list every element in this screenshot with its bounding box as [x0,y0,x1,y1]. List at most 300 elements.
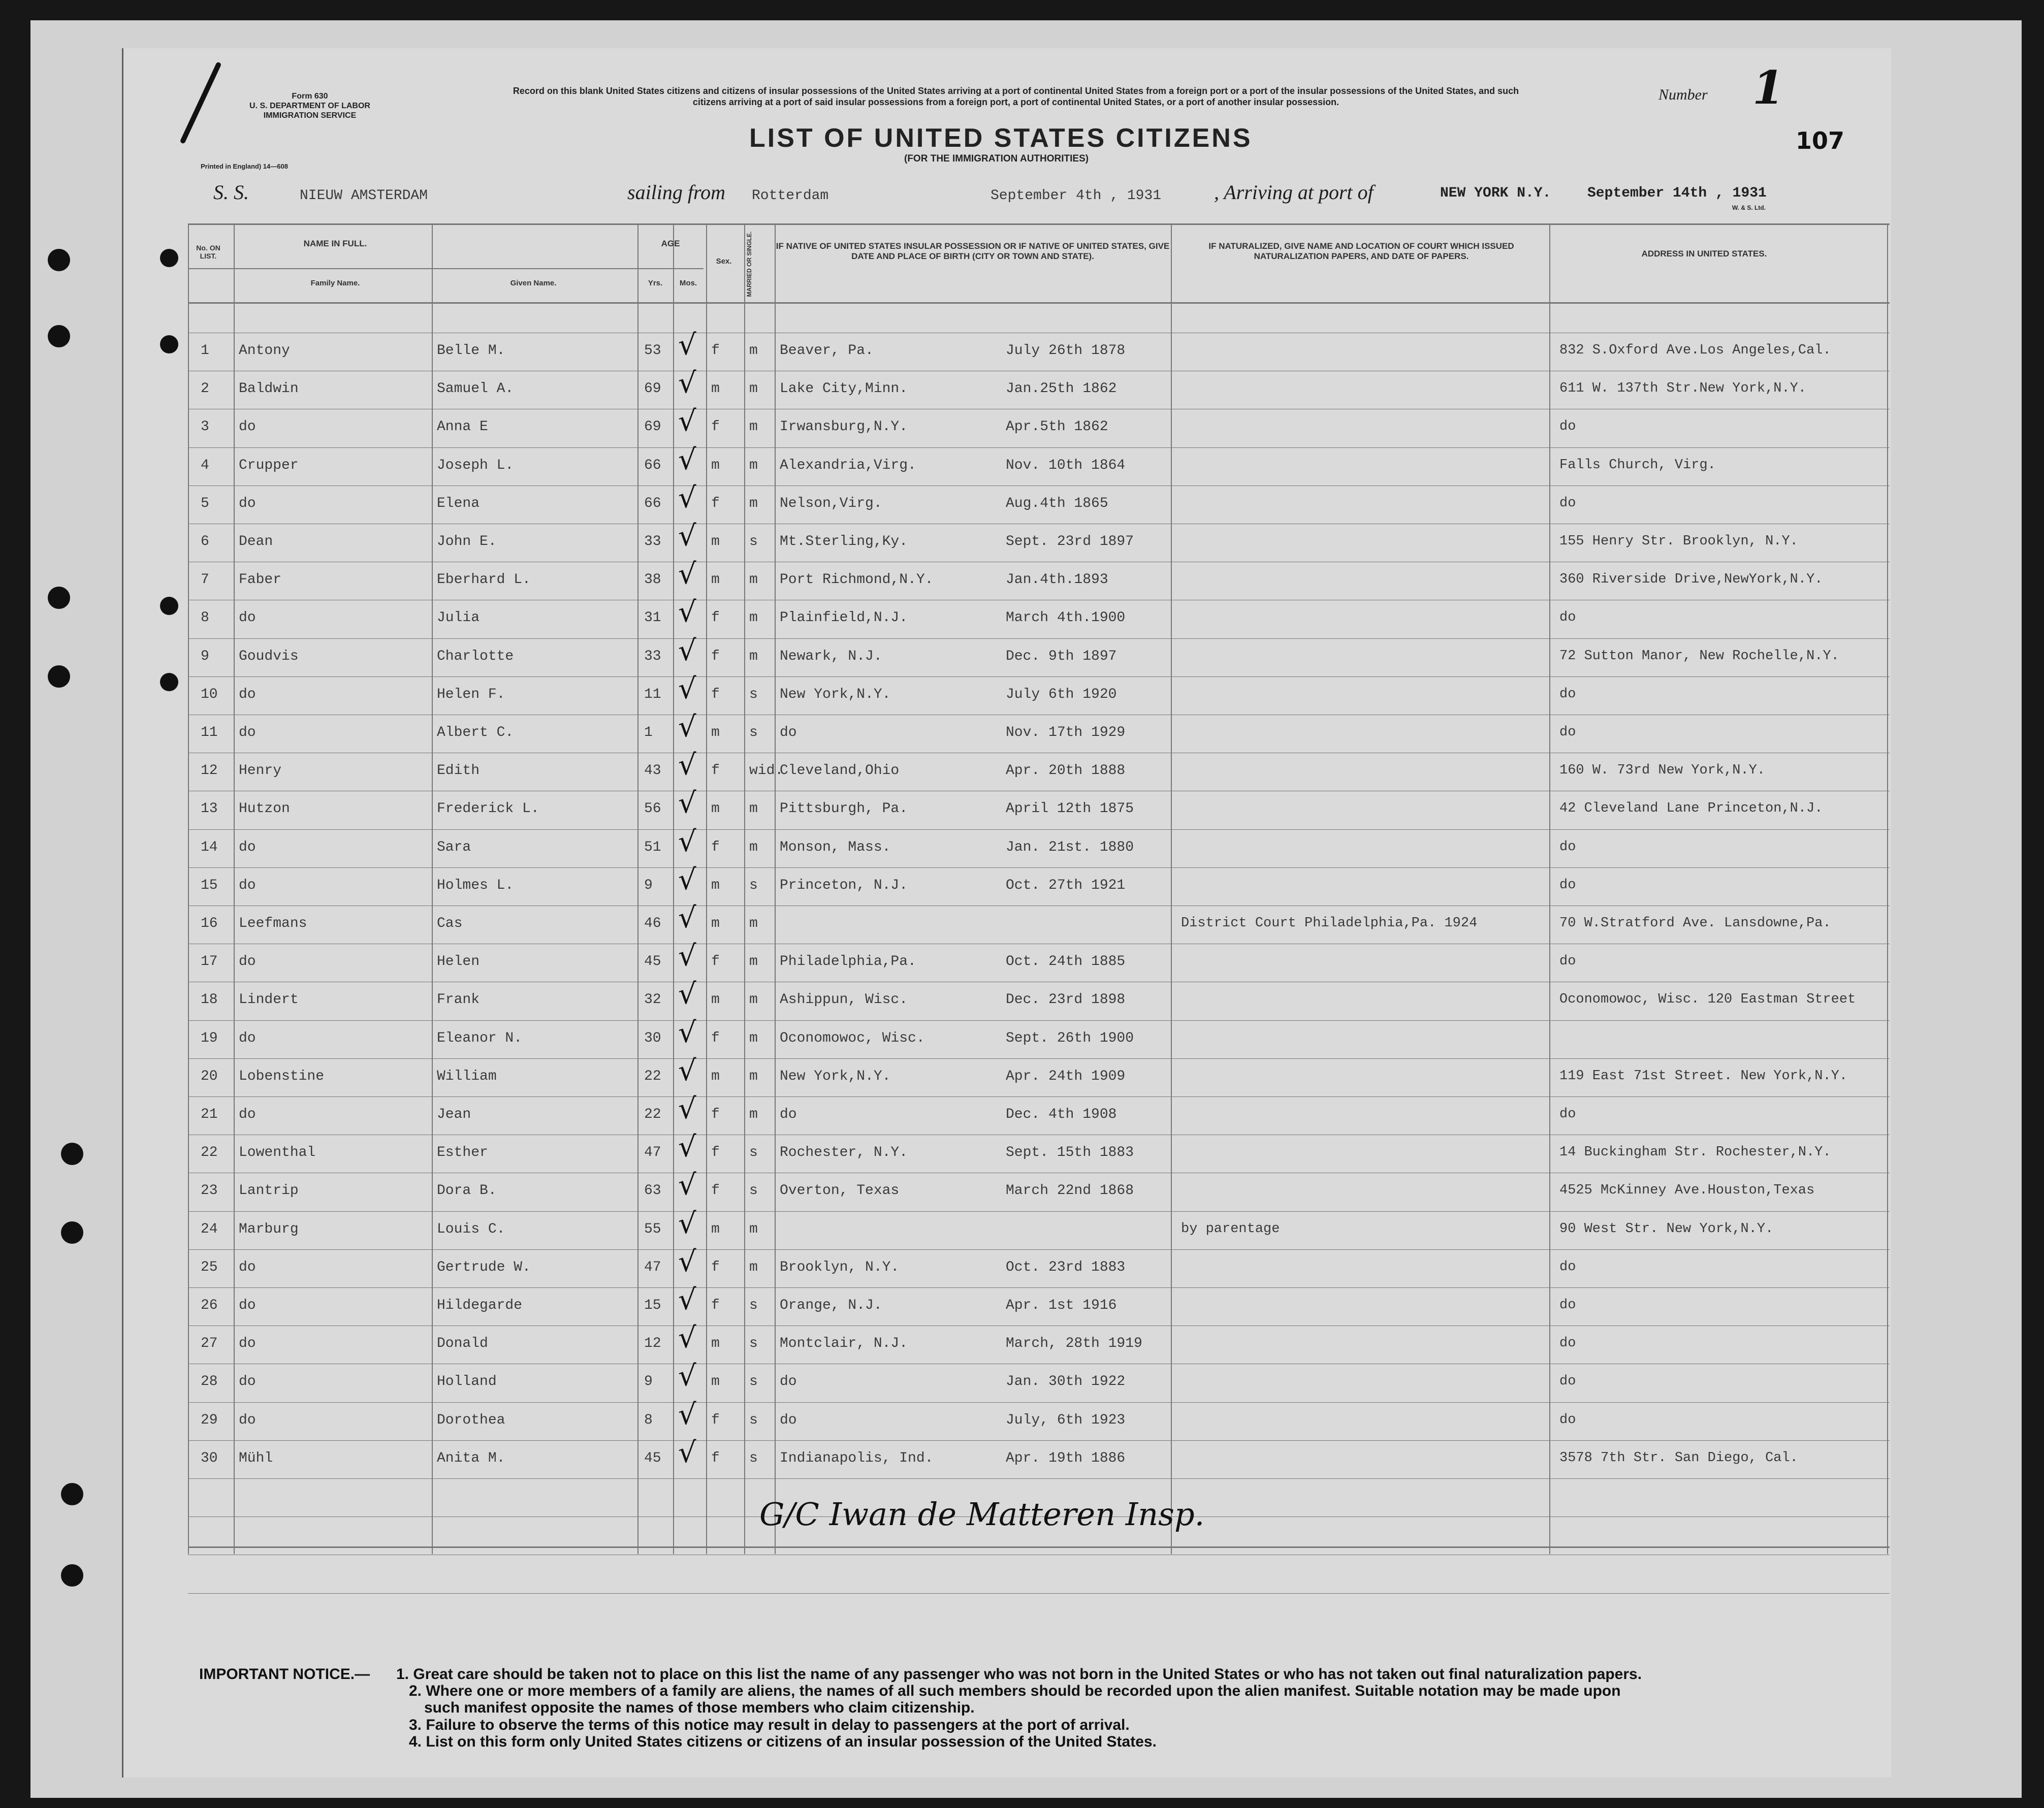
cell-addr: do [1559,1374,1576,1390]
cell-given: Dora B. [437,1183,497,1199]
cell-place: Indianapolis, Ind. [780,1450,934,1466]
cell-no: 15 [201,877,218,893]
page-number: 107 [1796,127,1845,154]
header-divider [188,268,704,269]
cell-date: March 22nd 1868 [1006,1183,1134,1199]
col-birth-header: IF NATIVE OF UNITED STATES INSULAR POSSESSION OR IF NATIVE OF UNITED STATES, GIVE DATE AND PLACE OF BIRTH (CITY OR TOWN AND STATE). [776,241,1170,261]
column-divider [744,223,745,1554]
cell-addr: do [1559,1259,1576,1275]
cell-given: Eberhard L. [437,572,531,588]
cell-family: do [239,1107,256,1122]
row-line [188,676,1890,677]
punch-hole [61,1564,83,1587]
cell-no: 25 [201,1259,218,1275]
cell-given: John E. [437,534,497,550]
cell-family: do [239,1298,256,1313]
cell-place: Cleveland,Ohio [780,763,900,779]
notice-item-4: 4. List on this form only United States citizens or citizens of an insular possession of the United States. [409,1733,1157,1750]
cell-ms: m [749,1107,758,1122]
check-mark: √ [678,1054,696,1087]
cell-addr: 160 W. 73rd New York,N.Y. [1559,763,1766,779]
check-mark: √ [678,978,696,1011]
cell-sex: f [711,1183,720,1199]
cell-ms: m [749,1068,758,1084]
cell-sex: f [711,763,720,779]
cell-ms: wid. [749,763,784,779]
col-mos-header: Mos. [679,279,697,287]
cell-place: Montclair, N.J. [780,1336,908,1352]
check-mark: √ [678,1092,696,1125]
cell-given: Cas [437,916,463,931]
cell-family: do [239,839,256,855]
cell-place: Monson, Mass. [780,839,891,855]
cell-place: Orange, N.J. [780,1298,882,1313]
cell-no: 5 [201,495,209,511]
ss-label: S. S. [213,181,249,204]
cell-sex: f [711,343,720,359]
punch-hole [160,335,178,353]
cell-date: Jan.4th.1893 [1006,572,1108,588]
cell-family: Crupper [239,457,299,473]
cell-age: 32 [644,992,661,1008]
cell-family: do [239,419,256,435]
check-mark: √ [678,749,696,782]
cell-sex: m [711,992,720,1008]
cell-place: Brooklyn, N.Y. [780,1259,900,1275]
number-value: 1 [1752,61,1784,115]
check-mark: √ [678,405,696,438]
cell-ms: m [749,992,758,1008]
cell-age: 22 [644,1068,661,1084]
check-mark: √ [678,443,696,476]
check-mark: √ [678,825,696,858]
check-mark: √ [678,1436,696,1469]
column-divider [432,223,433,1554]
notice-item-2: 2. Where one or more members of a family are aliens, the names of all such members should be recorded upon the alien manifest. Suitable notation may be made upon [409,1683,1621,1699]
row-line [188,1249,1890,1250]
check-mark: √ [678,787,696,820]
cell-addr: do [1559,1412,1576,1428]
row-line [188,829,1890,830]
cell-date: Oct. 24th 1885 [1006,954,1126,970]
cell-no: 3 [201,419,209,435]
cell-sex: m [711,1374,720,1390]
cell-sex: m [711,572,720,588]
cell-family: Goudvis [239,648,299,664]
cell-addr: do [1559,419,1576,435]
record-instruction: Record on this blank United States citizens and citizens of insular possessions of the United States arriving at a port of continental United States from a foreign port or a port of the insular possessions of the United States, and such citizens arriving at a port of said insular possessions from a foreign port, a port of continental United States, or a port of another insular possession. [513,86,1519,107]
cell-age: 22 [644,1107,661,1122]
header-bottom-border [188,302,1890,304]
punch-hole [61,1483,83,1505]
cell-given: Louis C. [437,1221,505,1237]
cell-place: do [780,725,797,740]
cell-given: Holmes L. [437,877,514,893]
check-mark: √ [678,558,696,591]
row-line [188,638,1890,639]
col-address-header: ADDRESS IN UNITED STATES. [1641,249,1767,259]
cell-age: 15 [644,1298,661,1313]
arrival-date: September 14th , 1931 [1587,185,1767,201]
cell-addr: 3578 7th Str. San Diego, Cal. [1559,1450,1798,1466]
cell-ms: m [749,381,758,397]
cell-no: 28 [201,1374,218,1390]
cell-addr: do [1559,1107,1576,1122]
cell-family: Faber [239,572,282,588]
cell-date: March 4th.1900 [1006,610,1126,626]
arrival-port: NEW YORK N.Y. [1440,185,1551,201]
cell-ms: m [749,648,758,664]
row-line [188,1402,1890,1403]
punch-hole [160,249,178,267]
printer-mark: W. & S. Ltd. [1732,204,1766,211]
cell-addr: 832 S.Oxford Ave.Los Angeles,Cal. [1559,343,1831,358]
check-mark: √ [678,1398,696,1431]
cell-place: do [780,1374,797,1390]
cell-family: Leefmans [239,916,307,931]
cell-no: 10 [201,686,218,702]
cell-ms: s [749,534,758,550]
cell-date: Aug.4th 1865 [1006,495,1108,511]
cell-no: 14 [201,839,218,855]
cell-addr: do [1559,877,1576,893]
cell-sex: f [711,1107,720,1122]
cell-age: 38 [644,572,661,588]
col-age-header: AGE [661,239,680,248]
column-divider [673,223,674,1554]
table-top-border [188,223,1890,225]
cell-family: do [239,725,256,740]
cell-given: Helen F. [437,686,505,702]
cell-addr: 155 Henry Str. Brooklyn, N.Y. [1559,534,1798,549]
cell-age: 11 [644,686,661,702]
cell-date: Nov. 17th 1929 [1006,725,1126,740]
cell-addr: do [1559,495,1576,511]
check-mark: √ [678,940,696,973]
cell-age: 55 [644,1221,661,1237]
cell-sex: m [711,877,720,893]
cell-sex: f [711,839,720,855]
notice-item-3: 3. Failure to observe the terms of this notice may result in delay to passengers at the port of arrival. [409,1717,1130,1733]
check-mark: √ [678,1131,696,1164]
cell-addr: do [1559,839,1576,855]
page-subtitle: (FOR THE IMMIGRATION AUTHORITIES) [904,153,1089,164]
cell-addr: do [1559,610,1576,626]
cell-age: 9 [644,1374,653,1390]
cell-given: Albert C. [437,725,514,740]
cell-family: do [239,1374,256,1390]
col-no-header: No. ON LIST. [196,244,220,260]
cell-date: Dec. 23rd 1898 [1006,992,1126,1008]
cell-age: 33 [644,534,661,550]
cell-family: Henry [239,763,282,779]
cell-given: Gertrude W. [437,1259,531,1275]
notice-item-2-cont: such manifest opposite the names of those members who claim citizenship. [424,1699,975,1716]
arriving-label: , Arriving at port of [1214,181,1374,204]
check-mark: √ [678,634,696,667]
cell-ms: m [749,954,758,970]
punch-hole [61,1143,83,1165]
cell-addr: do [1559,725,1576,740]
check-mark: √ [678,863,696,896]
cell-given: Elena [437,495,480,511]
cell-date: Sept. 26th 1900 [1006,1030,1134,1046]
cell-no: 19 [201,1030,218,1046]
cell-no: 23 [201,1183,218,1199]
cell-sex: f [711,686,720,702]
cell-given: Esther [437,1145,488,1161]
cell-no: 9 [201,648,209,664]
cell-age: 33 [644,648,661,664]
cell-sex: m [711,534,720,550]
punch-hole [48,249,70,271]
cell-family: Lindert [239,992,299,1008]
row-line [188,1058,1890,1059]
cell-no: 12 [201,763,218,779]
cell-date: Oct. 27th 1921 [1006,877,1126,893]
cell-date: Jan.25th 1862 [1006,381,1117,397]
notice-item-1: 1. Great care should be taken not to place on this list the name of any passenger who was not born in the United States or who has not taken out final naturalization papers. [396,1666,1642,1683]
cell-ms: m [749,801,758,817]
row-line [188,1020,1890,1021]
cell-place: Port Richmond,N.Y. [780,572,934,588]
cell-given: Hildegarde [437,1298,523,1313]
cell-given: William [437,1068,497,1084]
row-line [188,1211,1890,1212]
cell-family: Antony [239,343,290,359]
cell-ms: s [749,1145,758,1161]
cell-place: Beaver, Pa. [780,343,874,359]
cell-given: Joseph L. [437,457,514,473]
cell-ms: m [749,457,758,473]
cell-place: Oconomowoc, Wisc. [780,1030,925,1046]
sailing-label: sailing from [627,181,725,204]
cell-date: Oct. 23rd 1883 [1006,1259,1126,1275]
col-family-header: Family Name. [310,279,360,287]
cell-place: do [780,1412,797,1428]
check-mark: √ [678,711,696,744]
cell-age: 63 [644,1183,661,1199]
cell-given: Belle M. [437,343,505,359]
cell-family: Lowenthal [239,1145,316,1161]
cell-given: Edith [437,763,480,779]
cell-family: do [239,877,256,893]
cell-sex: m [711,725,720,740]
cell-addr: 90 West Str. New York,N.Y. [1559,1221,1774,1237]
cell-addr: do [1559,1298,1576,1313]
cell-place: Irwansburg,N.Y. [780,419,908,435]
cell-ms: s [749,725,758,740]
column-divider [234,223,235,1554]
cell-family: do [239,1336,256,1352]
cell-ms: s [749,1450,758,1466]
cell-date: Apr. 1st 1916 [1006,1298,1117,1313]
cell-sex: m [711,1221,720,1237]
cell-given: Dorothea [437,1412,505,1428]
cell-no: 22 [201,1145,218,1161]
cell-family: Lantrip [239,1183,299,1199]
cell-addr: do [1559,686,1576,702]
check-mark: √ [678,1207,696,1240]
cell-addr: 119 East 71st Street. New York,N.Y. [1559,1068,1848,1084]
row-line [188,447,1890,448]
cell-age: 66 [644,495,661,511]
row-line [188,1478,1890,1479]
check-mark: √ [678,1169,696,1202]
cell-sex: m [711,1068,720,1084]
cell-age: 31 [644,610,661,626]
cell-given: Sara [437,839,471,855]
from-port: Rotterdam [752,188,829,204]
cell-date: Dec. 9th 1897 [1006,648,1117,664]
cell-date: April 12th 1875 [1006,801,1134,817]
cell-age: 45 [644,954,661,970]
cell-given: Holland [437,1374,497,1390]
cell-place: Newark, N.J. [780,648,882,664]
cell-date: Apr. 20th 1888 [1006,763,1126,779]
ship-name: NIEUW AMSTERDAM [300,188,428,204]
cell-ms: m [749,1030,758,1046]
cell-given: Anna E [437,419,488,435]
cell-no: 26 [201,1298,218,1313]
cell-sex: f [711,495,720,511]
cell-ms: m [749,610,758,626]
cell-addr: 70 W.Stratford Ave. Lansdowne,Pa. [1559,916,1831,931]
cell-date: Nov. 10th 1864 [1006,457,1126,473]
cell-date: Apr. 19th 1886 [1006,1450,1126,1466]
cell-addr: do [1559,1336,1576,1351]
cell-date: July, 6th 1923 [1006,1412,1126,1428]
form-info: Form 630 U. S. DEPARTMENT OF LABOR IMMIGRATION SERVICE [249,92,370,120]
check-mark: √ [678,1321,696,1355]
column-divider [1887,223,1888,1554]
cell-ms: m [749,1259,758,1275]
cell-family: do [239,495,256,511]
cell-sex: m [711,457,720,473]
cell-place: Plainfield,N.J. [780,610,908,626]
cell-age: 12 [644,1336,661,1352]
sail-date: September 4th , 1931 [991,188,1162,204]
cell-age: 69 [644,381,661,397]
cell-no: 1 [201,343,209,359]
cell-date: July 26th 1878 [1006,343,1126,359]
cell-no: 29 [201,1412,218,1428]
cell-age: 9 [644,877,653,893]
cell-nat: District Court Philadelphia,Pa. 1924 [1181,916,1478,931]
cell-age: 51 [644,839,661,855]
cell-family: Lobenstine [239,1068,325,1084]
cell-given: Samuel A. [437,381,514,397]
cell-family: Baldwin [239,381,299,397]
cell-given: Donald [437,1336,488,1352]
cell-age: 45 [644,1450,661,1466]
cell-place: Rochester, N.Y. [780,1145,908,1161]
col-sex-header: Sex. [716,257,732,266]
cell-given: Frank [437,992,480,1008]
number-label: Number [1658,86,1708,103]
cell-ms: s [749,1374,758,1390]
cell-family: do [239,1030,256,1046]
row-line [188,1096,1890,1097]
column-divider [637,223,638,1554]
cell-age: 43 [644,763,661,779]
cell-no: 21 [201,1107,218,1122]
cell-place: Pittsburgh, Pa. [780,801,908,817]
col-naturalized-header: IF NATURALIZED, GIVE NAME AND LOCATION OF COURT WHICH ISSUED NATURALIZATION PAPERS, AND DATE OF PAPERS. [1208,241,1514,261]
cell-age: 30 [644,1030,661,1046]
cell-family: Hutzon [239,801,290,817]
col-yrs-header: Yrs. [648,279,663,287]
col-name-header: NAME IN FULL. [303,239,367,248]
col-married-header: MARRIED OR SINGLE. [746,231,753,297]
cell-age: 69 [644,419,661,435]
cell-given: Charlotte [437,648,514,664]
punch-hole [160,673,178,691]
punch-hole [61,1221,83,1244]
cell-age: 8 [644,1412,653,1428]
check-mark: √ [678,1245,696,1278]
cell-sex: f [711,1298,720,1313]
cell-no: 4 [201,457,209,473]
cell-sex: f [711,1145,720,1161]
cell-no: 13 [201,801,218,817]
cell-sex: m [711,801,720,817]
cell-place: Alexandria,Virg. [780,457,916,473]
cell-family: do [239,954,256,970]
cell-addr: do [1559,954,1576,970]
column-divider [706,223,707,1554]
page-title: LIST OF UNITED STATES CITIZENS [749,123,1253,153]
check-mark: √ [678,329,696,362]
cell-sex: f [711,1030,720,1046]
cell-date: Jan. 30th 1922 [1006,1374,1126,1390]
table-bottom-border [188,1546,1890,1548]
cell-ms: s [749,1298,758,1313]
cell-date: Jan. 21st. 1880 [1006,839,1134,855]
cell-date: March, 28th 1919 [1006,1336,1142,1352]
col-given-header: Given Name. [510,279,557,287]
cell-given: Eleanor N. [437,1030,523,1046]
cell-addr: 72 Sutton Manor, New Rochelle,N.Y. [1559,648,1839,664]
punch-hole [48,587,70,609]
column-divider [1171,223,1172,1554]
cell-family: Mühl [239,1450,273,1466]
cell-place: Nelson,Virg. [780,495,882,511]
cell-sex: m [711,381,720,397]
cell-no: 6 [201,534,209,550]
cell-ms: m [749,916,758,931]
cell-ms: m [749,343,758,359]
cell-age: 46 [644,916,661,931]
column-divider [1549,223,1550,1554]
cell-no: 20 [201,1068,218,1084]
cell-given: Anita M. [437,1450,505,1466]
cell-ms: m [749,495,758,511]
cell-addr: 14 Buckingham Str. Rochester,N.Y. [1559,1145,1831,1160]
cell-ms: m [749,839,758,855]
punch-hole [160,597,178,615]
cell-addr: Oconomowoc, Wisc. 120 Eastman Street [1559,992,1856,1008]
cell-no: 24 [201,1221,218,1237]
cell-no: 8 [201,610,209,626]
punch-hole [48,665,70,688]
cell-family: do [239,1412,256,1428]
cell-place: Lake City,Minn. [780,381,908,397]
cell-age: 53 [644,343,661,359]
cell-sex: f [711,1412,720,1428]
check-mark: √ [678,367,696,400]
cell-family: Marburg [239,1221,299,1237]
